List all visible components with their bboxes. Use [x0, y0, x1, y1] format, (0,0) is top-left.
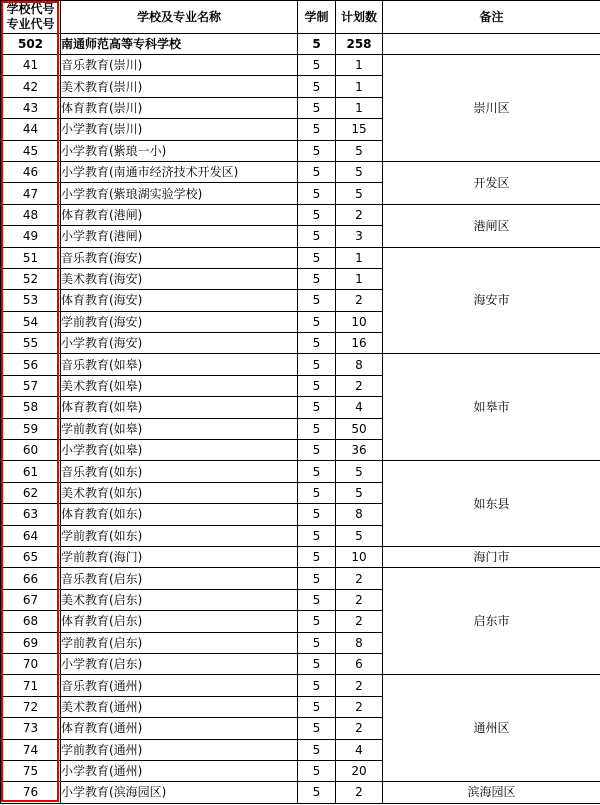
row-name: 学前教育(如皋) [61, 418, 298, 439]
table-row [1, 461, 600, 482]
row-note: 崇川区 [383, 55, 600, 162]
row-name: 小学教育(崇川) [61, 119, 298, 140]
row-plan: 2 [336, 675, 383, 696]
row-name: 小学教育(海安) [61, 333, 298, 354]
row-code: 69 [1, 632, 61, 653]
row-plan: 1 [336, 247, 383, 268]
row-code: 74 [1, 739, 61, 760]
row-code: 59 [1, 418, 61, 439]
row-name: 学前教育(如东) [61, 525, 298, 546]
row-code: 52 [1, 268, 61, 289]
row-name: 小学教育(通州) [61, 760, 298, 781]
table-row [1, 782, 600, 803]
row-name: 小学教育(如皋) [61, 440, 298, 461]
row-plan: 2 [336, 696, 383, 717]
row-plan: 8 [336, 632, 383, 653]
row-code: 54 [1, 311, 61, 332]
row-note: 启东市 [383, 568, 600, 675]
row-years: 5 [298, 76, 336, 97]
header-note: 备注 [383, 1, 600, 34]
row-plan: 4 [336, 397, 383, 418]
row-name: 音乐教育(通州) [61, 675, 298, 696]
row-plan: 2 [336, 782, 383, 803]
table-row [1, 568, 600, 589]
row-name: 体育教育(如皋) [61, 397, 298, 418]
row-years: 5 [298, 461, 336, 482]
row-plan: 2 [336, 611, 383, 632]
row-code: 68 [1, 611, 61, 632]
row-note: 海安市 [383, 247, 600, 354]
row-plan: 6 [336, 653, 383, 674]
school-name: 南通师范高等专科学校 [61, 34, 298, 55]
header-name: 学校及专业名称 [61, 1, 298, 34]
row-name: 小学教育(南通市经济技术开发区) [61, 161, 298, 182]
row-name: 小学教育(紫琅湖实验学校) [61, 183, 298, 204]
school-row [1, 34, 600, 55]
row-plan: 15 [336, 119, 383, 140]
table-row [1, 161, 600, 182]
row-name: 美术教育(启东) [61, 589, 298, 610]
row-plan: 1 [336, 97, 383, 118]
row-plan: 1 [336, 76, 383, 97]
row-plan: 5 [336, 140, 383, 161]
row-code: 71 [1, 675, 61, 696]
row-name: 学前教育(海安) [61, 311, 298, 332]
row-plan: 2 [336, 589, 383, 610]
row-plan: 2 [336, 290, 383, 311]
row-years: 5 [298, 782, 336, 803]
row-years: 5 [298, 161, 336, 182]
row-years: 5 [298, 375, 336, 396]
row-plan: 3 [336, 226, 383, 247]
row-note: 如皋市 [383, 354, 600, 461]
row-name: 音乐教育(启东) [61, 568, 298, 589]
row-name: 音乐教育(如皋) [61, 354, 298, 375]
row-name: 美术教育(如皋) [61, 375, 298, 396]
row-years: 5 [298, 632, 336, 653]
school-years: 5 [298, 34, 336, 55]
row-plan: 2 [336, 718, 383, 739]
row-code: 41 [1, 55, 61, 76]
row-name: 小学教育(滨海园区) [61, 782, 298, 803]
school-note [383, 34, 600, 55]
row-plan: 16 [336, 333, 383, 354]
row-code: 55 [1, 333, 61, 354]
row-years: 5 [298, 226, 336, 247]
row-plan: 50 [336, 418, 383, 439]
row-plan: 5 [336, 482, 383, 503]
row-note: 通州区 [383, 675, 600, 782]
row-name: 体育教育(如东) [61, 504, 298, 525]
row-years: 5 [298, 397, 336, 418]
row-code: 70 [1, 653, 61, 674]
row-code: 67 [1, 589, 61, 610]
row-code: 61 [1, 461, 61, 482]
row-name: 体育教育(海安) [61, 290, 298, 311]
row-code: 75 [1, 760, 61, 781]
row-years: 5 [298, 546, 336, 567]
row-plan: 5 [336, 183, 383, 204]
row-name: 美术教育(崇川) [61, 76, 298, 97]
row-name: 小学教育(紫琅一小) [61, 140, 298, 161]
table-row [1, 55, 600, 76]
row-plan: 10 [336, 546, 383, 567]
row-plan: 5 [336, 161, 383, 182]
row-years: 5 [298, 739, 336, 760]
school-plan: 258 [336, 34, 383, 55]
row-years: 5 [298, 418, 336, 439]
row-years: 5 [298, 183, 336, 204]
row-plan: 2 [336, 568, 383, 589]
row-name: 学前教育(启东) [61, 632, 298, 653]
row-years: 5 [298, 568, 336, 589]
row-code: 63 [1, 504, 61, 525]
table-row [1, 675, 600, 696]
row-name: 体育教育(启东) [61, 611, 298, 632]
row-plan: 1 [336, 268, 383, 289]
row-code: 51 [1, 247, 61, 268]
row-name: 小学教育(港闸) [61, 226, 298, 247]
row-years: 5 [298, 482, 336, 503]
row-code: 46 [1, 161, 61, 182]
row-name: 音乐教育(海安) [61, 247, 298, 268]
table-row [1, 247, 600, 268]
row-code: 57 [1, 375, 61, 396]
row-name: 音乐教育(崇川) [61, 55, 298, 76]
row-years: 5 [298, 760, 336, 781]
row-plan: 8 [336, 354, 383, 375]
row-code: 60 [1, 440, 61, 461]
row-code: 45 [1, 140, 61, 161]
row-code: 48 [1, 204, 61, 225]
row-plan: 1 [336, 55, 383, 76]
row-plan: 36 [336, 440, 383, 461]
header-code-line1: 学校代号 [6, 2, 55, 16]
row-note: 开发区 [383, 161, 600, 204]
row-name: 小学教育(启东) [61, 653, 298, 674]
row-name: 体育教育(通州) [61, 718, 298, 739]
row-code: 72 [1, 696, 61, 717]
row-plan: 5 [336, 525, 383, 546]
row-years: 5 [298, 504, 336, 525]
row-code: 66 [1, 568, 61, 589]
row-years: 5 [298, 354, 336, 375]
row-years: 5 [298, 268, 336, 289]
row-plan: 20 [336, 760, 383, 781]
row-plan: 10 [336, 311, 383, 332]
row-years: 5 [298, 311, 336, 332]
row-code: 65 [1, 546, 61, 567]
table-row [1, 354, 600, 375]
row-years: 5 [298, 55, 336, 76]
row-years: 5 [298, 140, 336, 161]
row-plan: 2 [336, 204, 383, 225]
row-note: 滨海园区 [383, 782, 600, 803]
row-plan: 5 [336, 461, 383, 482]
row-years: 5 [298, 333, 336, 354]
row-note: 海门市 [383, 546, 600, 567]
row-code: 44 [1, 119, 61, 140]
row-name: 学前教育(海门) [61, 546, 298, 567]
row-code: 43 [1, 97, 61, 118]
row-name: 学前教育(通州) [61, 739, 298, 760]
row-years: 5 [298, 97, 336, 118]
header-years: 学制 [298, 1, 336, 34]
header-code-line2: 专业代号 [6, 17, 55, 31]
row-plan: 8 [336, 504, 383, 525]
row-years: 5 [298, 525, 336, 546]
row-code: 73 [1, 718, 61, 739]
row-code: 47 [1, 183, 61, 204]
row-code: 58 [1, 397, 61, 418]
row-code: 56 [1, 354, 61, 375]
row-years: 5 [298, 119, 336, 140]
row-name: 美术教育(如东) [61, 482, 298, 503]
header-code [1, 1, 61, 34]
row-code: 53 [1, 290, 61, 311]
row-code: 62 [1, 482, 61, 503]
header-row [1, 1, 600, 34]
row-years: 5 [298, 675, 336, 696]
school-code: 502 [1, 34, 61, 55]
row-name: 体育教育(崇川) [61, 97, 298, 118]
row-code: 42 [1, 76, 61, 97]
row-years: 5 [298, 718, 336, 739]
table-row [1, 546, 600, 567]
row-plan: 4 [336, 739, 383, 760]
table-row [1, 204, 600, 225]
row-name: 体育教育(港闸) [61, 204, 298, 225]
row-years: 5 [298, 653, 336, 674]
row-years: 5 [298, 440, 336, 461]
row-code: 49 [1, 226, 61, 247]
row-name: 美术教育(海安) [61, 268, 298, 289]
row-code: 76 [1, 782, 61, 803]
row-years: 5 [298, 290, 336, 311]
row-name: 音乐教育(如东) [61, 461, 298, 482]
row-years: 5 [298, 204, 336, 225]
row-plan: 2 [336, 375, 383, 396]
header-plan: 计划数 [336, 1, 383, 34]
row-code: 64 [1, 525, 61, 546]
row-note: 港闸区 [383, 204, 600, 247]
row-note: 如东县 [383, 461, 600, 547]
row-years: 5 [298, 696, 336, 717]
row-name: 美术教育(通州) [61, 696, 298, 717]
row-years: 5 [298, 247, 336, 268]
row-years: 5 [298, 611, 336, 632]
row-years: 5 [298, 589, 336, 610]
